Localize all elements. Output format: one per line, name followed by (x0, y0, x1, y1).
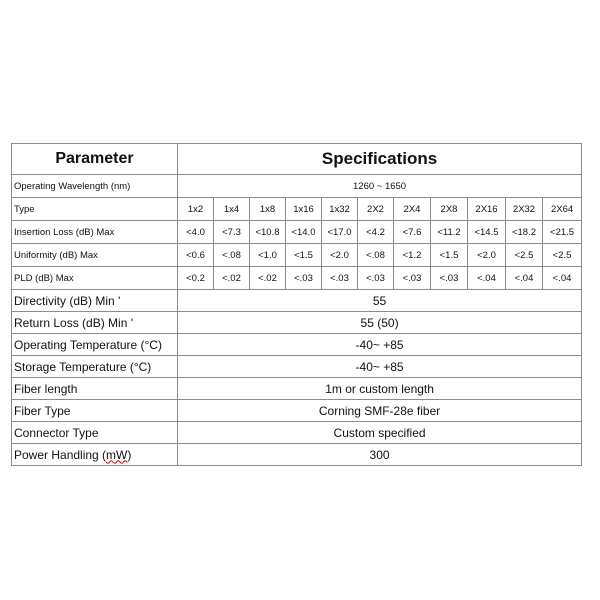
storage-temperature-row (12, 356, 582, 378)
power-handling-label (12, 444, 178, 466)
directivity-row (12, 290, 582, 312)
storage-temperature-value: -40~ +85 (178, 356, 582, 378)
pld-cell: <.03 (358, 267, 394, 290)
insertion-loss-cell: <10.8 (250, 221, 286, 244)
operating-temperature-row (12, 334, 582, 356)
fiber-type-row (12, 400, 582, 422)
type-cell: 2X4 (394, 198, 431, 221)
pld-cell: <0.2 (178, 267, 214, 290)
pld-label: PLD (dB) Max (12, 267, 178, 290)
pld-row (12, 267, 582, 290)
type-row (12, 198, 582, 221)
operating-temperature-label: Operating Temperature (°C) (12, 334, 178, 356)
connector-type-label: Connector Type (12, 422, 178, 444)
return-loss-value: 55 (50) (178, 312, 582, 334)
insertion-loss-cell: <14.0 (286, 221, 322, 244)
fiber-type-label: Fiber Type (12, 400, 178, 422)
directivity-value: 55 (178, 290, 582, 312)
header-row (12, 144, 582, 175)
uniformity-cell: <.08 (358, 244, 394, 267)
fiber-type-value: Corning SMF-28e fiber (178, 400, 582, 422)
uniformity-cell: <.08 (214, 244, 250, 267)
insertion-loss-cell: <14.5 (468, 221, 506, 244)
power-handling-row (12, 444, 582, 466)
insertion-loss-cell: <7.6 (394, 221, 431, 244)
insertion-loss-label: Insertion Loss (dB) Max (12, 221, 178, 244)
type-cell: 2X64 (543, 198, 582, 221)
pld-cell: <.02 (214, 267, 250, 290)
spec-table (11, 143, 582, 466)
insertion-loss-cell: <11.2 (431, 221, 468, 244)
type-cell: 2X2 (358, 198, 394, 221)
uniformity-cell: <1.0 (250, 244, 286, 267)
uniformity-cell: <2.5 (543, 244, 582, 267)
power-handling-value: 300 (178, 444, 582, 466)
insertion-loss-cell: <7.3 (214, 221, 250, 244)
pld-cell: <.04 (543, 267, 582, 290)
power-handling-label-suffix: ) (127, 447, 132, 462)
return-loss-label: Return Loss (dB) Min ' (12, 312, 178, 334)
wavelength-value: 1260 ~ 1650 (178, 175, 582, 198)
uniformity-cell: <1.5 (431, 244, 468, 267)
uniformity-cell: <0.6 (178, 244, 214, 267)
pld-cell: <.03 (322, 267, 358, 290)
power-handling-label-prefix: Power Handling ( (14, 447, 107, 462)
insertion-loss-cell: <18.2 (506, 221, 543, 244)
insertion-loss-cell: <4.2 (358, 221, 394, 244)
specifications-header: Specifications (178, 144, 582, 175)
uniformity-cell: <2.5 (506, 244, 543, 267)
type-cell: 1x2 (178, 198, 214, 221)
directivity-label: Directivity (dB) Min ' (12, 290, 178, 312)
connector-type-value: Custom specified (178, 422, 582, 444)
type-cell: 2X8 (431, 198, 468, 221)
type-cell: 1x16 (286, 198, 322, 221)
operating-temperature-value: -40~ +85 (178, 334, 582, 356)
fiber-length-value: 1m or custom length (178, 378, 582, 400)
uniformity-cell: <1.5 (286, 244, 322, 267)
return-loss-row (12, 312, 582, 334)
pld-cell: <.03 (394, 267, 431, 290)
fiber-length-label: Fiber length (12, 378, 178, 400)
insertion-loss-cell: <17.0 (322, 221, 358, 244)
type-cell: 1x4 (214, 198, 250, 221)
pld-cell: <.04 (468, 267, 506, 290)
pld-cell: <.02 (250, 267, 286, 290)
uniformity-row (12, 244, 582, 267)
parameter-header: Parameter (12, 144, 178, 175)
fiber-length-row (12, 378, 582, 400)
type-cell: 2X32 (506, 198, 543, 221)
insertion-loss-cell: <4.0 (178, 221, 214, 244)
type-cell: 1x8 (250, 198, 286, 221)
type-label: Type (12, 198, 178, 221)
type-cell: 2X16 (468, 198, 506, 221)
uniformity-label: Uniformity (dB) Max (12, 244, 178, 267)
insertion-loss-cell: <21.5 (543, 221, 582, 244)
power-handling-label-unit: mW (106, 447, 128, 462)
pld-cell: <.03 (431, 267, 468, 290)
connector-type-row (12, 422, 582, 444)
storage-temperature-label: Storage Temperature (°C) (12, 356, 178, 378)
uniformity-cell: <2.0 (468, 244, 506, 267)
pld-cell: <.03 (286, 267, 322, 290)
wavelength-row (12, 175, 582, 198)
wavelength-label: Operating Wavelength (nm) (12, 175, 178, 198)
uniformity-cell: <2.0 (322, 244, 358, 267)
pld-cell: <.04 (506, 267, 543, 290)
type-cell: 1x32 (322, 198, 358, 221)
insertion-loss-row (12, 221, 582, 244)
uniformity-cell: <1.2 (394, 244, 431, 267)
